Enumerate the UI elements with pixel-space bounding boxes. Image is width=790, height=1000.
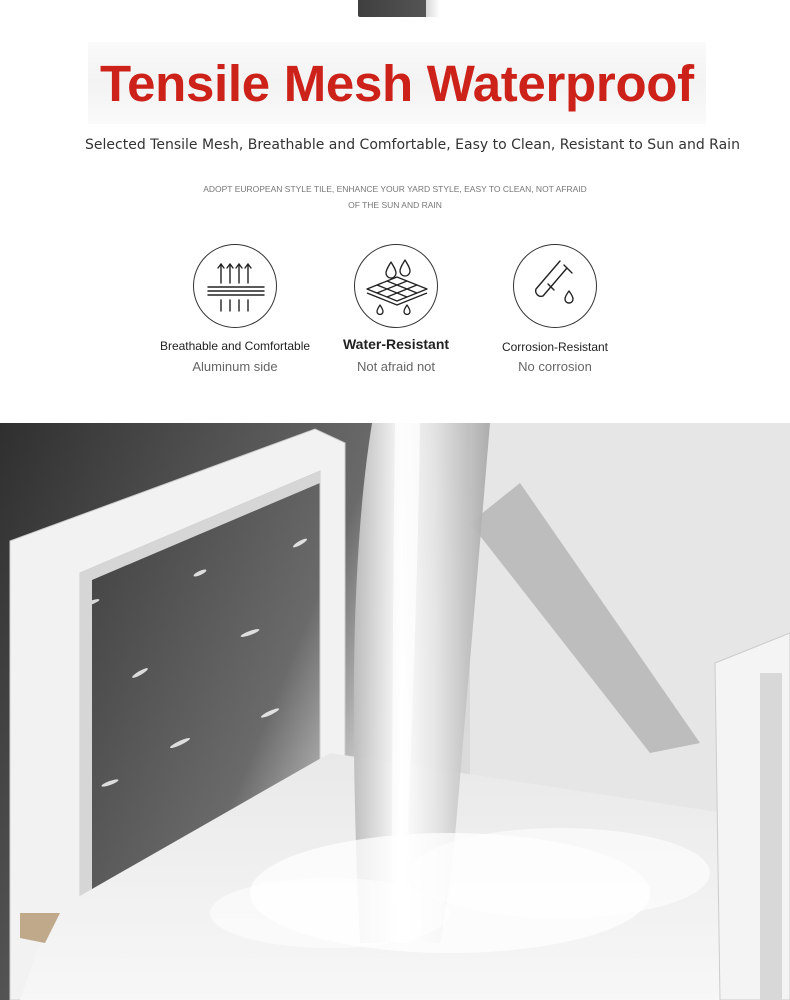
test-tube-icon xyxy=(514,245,598,329)
chair-photo-illustration xyxy=(0,423,790,1000)
feature-sublabel: No corrosion xyxy=(518,362,592,374)
water-drops-mesh-icon xyxy=(355,245,439,329)
small-note-line-2: OF THE SUN AND RAIN xyxy=(348,200,442,210)
breathable-arrows-icon xyxy=(194,245,278,329)
water-splash-chair-photo xyxy=(0,423,790,1000)
feature-corrosion-resistant xyxy=(470,244,640,384)
feature-icon-circle xyxy=(354,244,438,328)
feature-sublabel: Not afraid not xyxy=(356,362,436,374)
feature-icon-circle xyxy=(513,244,597,328)
feature-label: Breathable and Comfortable xyxy=(159,339,311,353)
top-decorative-tab xyxy=(358,0,428,17)
feature-sublabel: Aluminum side xyxy=(192,362,278,374)
small-note-line-1: ADOPT EUROPEAN STYLE TILE, ENHANCE YOUR YARD STYLE, EASY TO CLEAN, NOT AFRAID xyxy=(203,184,587,194)
page-subtitle: Selected Tensile Mesh, Breathable and Comfortable, Easy to Clean, Resistant to Sun and Rain xyxy=(85,137,740,153)
feature-icon-circle xyxy=(193,244,277,328)
feature-label: Corrosion-Resistant xyxy=(501,340,609,354)
feature-label: Water-Resistant xyxy=(342,336,450,352)
page-title: Tensile Mesh Waterproof xyxy=(100,55,694,112)
small-note xyxy=(200,181,590,213)
